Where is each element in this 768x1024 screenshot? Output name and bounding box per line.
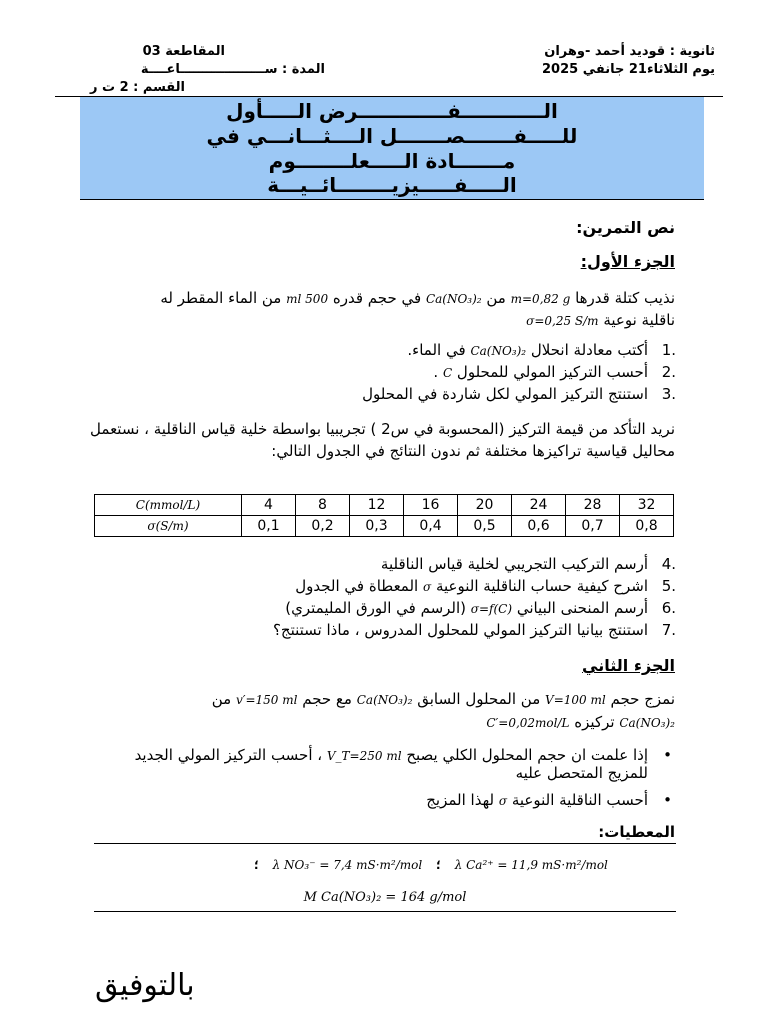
- question-tail: .: [433, 363, 439, 381]
- solute-formula: Ca(NO₃)₂: [356, 693, 413, 707]
- title-line-1: الــــــــــــفـــــــــــــرض الـــــأول: [226, 99, 558, 123]
- bullet-text: ، أحسب التركيز المولي: [177, 746, 323, 764]
- concentration-c-prime: C′=0,02mol/L: [486, 716, 570, 730]
- question-2: [433, 363, 676, 381]
- conductivity-data: [254, 858, 608, 872]
- bullet-1: [108, 746, 672, 782]
- table-cell: 28: [566, 495, 620, 516]
- part2-text-d: من: [211, 690, 232, 708]
- lambda-calcium: λ Ca²⁺ = 11,9 mS·m²/mol: [454, 858, 608, 872]
- question-text: أرسم التركيب التجريبي لخلية قياس الناقلية: [380, 555, 648, 573]
- table-cell: 0,3: [350, 516, 404, 537]
- table-cell: 0,4: [404, 516, 458, 537]
- question-6: [285, 599, 676, 617]
- question-text: أكتب معادلة انحلال: [530, 341, 648, 359]
- table-cell: 32: [620, 495, 674, 516]
- part1-paragraph2: نريد التأكد من قيمة التركيز (المحسوبة في س2 ) تجريبيا بواسطة خلية قياس الناقلية ، نستعمل محاليل قياسية تراكيزها مختلفة ثم ندون النتائج في الجدول التالي:: [90, 420, 675, 460]
- separator: ؛: [254, 858, 259, 872]
- given-box: [94, 843, 676, 912]
- part2-heading: الجزء الثاني: [582, 656, 675, 675]
- bullet-text: الجديد للمزيج المتحصل عليه: [134, 746, 648, 782]
- bullet-dot-icon: •: [663, 791, 672, 809]
- title-line-2: للـــــفـــــــصـــــــل الــــثـــانـــي في: [206, 124, 578, 148]
- part2-text-e: تركيزه: [574, 713, 615, 731]
- table-cell: 12: [350, 495, 404, 516]
- bullet-text: أحسب الناقلية النوعية: [511, 791, 648, 809]
- question-4: [380, 555, 676, 573]
- bullet-text: إذا علمت ان حجم المحلول الكلي يصبح: [406, 746, 648, 764]
- question-text: استنتج بيانيا التركيز المولي للمحلول المدروس ، ماذا تستنتج؟: [272, 621, 648, 639]
- question-number: 5.: [661, 577, 676, 595]
- table-cell: 0,5: [458, 516, 512, 537]
- question-text: أرسم المنحنى البياني: [516, 599, 648, 617]
- part2-text-b: من المحلول السابق: [417, 690, 541, 708]
- district-label: المقاطعة 03: [142, 44, 225, 59]
- question-7: [272, 621, 676, 639]
- question-math: σ: [423, 580, 432, 594]
- question-text: استنتج التركيز المولي لكل شاردة في المحلول: [362, 385, 648, 403]
- question-1: [407, 341, 676, 359]
- molar-mass: [94, 886, 676, 905]
- question-number: 2.: [661, 363, 676, 381]
- intro-text-a: نذيب كتلة قدرها: [575, 289, 675, 307]
- title-banner: [80, 97, 704, 200]
- table-row: [95, 495, 674, 516]
- question-number: 1.: [661, 341, 676, 359]
- question-math: σ=f(C): [470, 602, 513, 616]
- separator: ؛: [436, 858, 441, 872]
- part2-text-c: مع حجم: [302, 690, 352, 708]
- question-text: اشرح كيفية حساب الناقلية النوعية: [435, 577, 648, 595]
- table-cell: 0,2: [296, 516, 350, 537]
- title-line-3: مـــــــادة الـــــعلــــــــوم: [268, 149, 516, 173]
- question-tail: (الرسم في الورق المليمتري): [285, 599, 467, 617]
- intro-text-b: من: [486, 289, 506, 307]
- intro-text-d: من الماء المقطر له: [160, 289, 282, 307]
- question-5: [295, 577, 676, 595]
- part2-line1: [212, 688, 675, 711]
- question-number: 7.: [661, 621, 676, 639]
- part2-text-a: نمزج حجم: [610, 690, 675, 708]
- part2-line2: [486, 711, 675, 734]
- mass-value: m=0,82 g: [510, 292, 571, 306]
- bullet-dot-icon: •: [663, 746, 672, 764]
- question-math: C: [442, 366, 453, 380]
- lambda-nitrate: λ NO₃⁻ = 7,4 mS·m²/mol: [272, 858, 423, 872]
- date-label: يوم الثلاثاء21 جانفي 2025: [542, 62, 715, 77]
- table-cell: 8: [296, 495, 350, 516]
- table-cell: 16: [404, 495, 458, 516]
- question-math: Ca(NO₃)₂: [470, 344, 527, 358]
- question-number: 3.: [661, 385, 676, 403]
- bullet-math: V_T=250 ml: [326, 749, 402, 763]
- table-cell: 0,7: [566, 516, 620, 537]
- title-line-4: الـــــفـــــيزيــــــــائــيـــة: [267, 173, 517, 197]
- closing-text: بالتوفيق: [95, 968, 195, 1003]
- row-label-concentration: C(mmol/L): [95, 495, 242, 516]
- table-cell: 0,8: [620, 516, 674, 537]
- volume-v-prime: v′=150 ml: [235, 693, 298, 707]
- part1-intro-line1: [75, 287, 675, 310]
- part1-intro-line2: [526, 309, 675, 332]
- exercise-heading: نص التمرين:: [576, 218, 675, 237]
- bullet-text: لهذا المزيج: [426, 791, 495, 809]
- school-label: ثانوية : قوديد أحمد -وهران: [544, 44, 715, 59]
- measurements-table: [94, 494, 674, 537]
- class-label: القسم : 2 ت ر: [89, 80, 185, 95]
- bullet-math: σ: [498, 794, 508, 808]
- solute-formula: Ca(NO₃)₂: [619, 716, 675, 730]
- volume-value: 500 ml: [286, 292, 329, 306]
- table-cell: 0,1: [242, 516, 296, 537]
- table-cell: 4: [242, 495, 296, 516]
- table-cell: 20: [458, 495, 512, 516]
- part1-heading: الجزء الأول:: [580, 252, 675, 271]
- given-heading: المعطيات:: [598, 823, 675, 841]
- sigma-value: σ=0,25 S/m: [526, 314, 599, 328]
- question-tail: في الماء.: [407, 341, 466, 359]
- question-3: [362, 385, 676, 403]
- intro-text-e: ناقلية نوعية: [603, 311, 675, 329]
- table-row: [95, 516, 674, 537]
- question-number: 4.: [661, 555, 676, 573]
- intro-text-c: في حجم قدره: [332, 289, 422, 307]
- question-tail: المعطاة في الجدول: [295, 577, 419, 595]
- bullet-2: [426, 791, 672, 809]
- question-text: أحسب التركيز المولي للمحلول: [456, 363, 648, 381]
- duration-label: المدة : ســـــــــــــــــــاعــــة: [140, 62, 325, 77]
- volume-v: V=100 ml: [545, 693, 606, 707]
- question-number: 6.: [661, 599, 676, 617]
- table-cell: 24: [512, 495, 566, 516]
- molar-mass-value: M Ca(NO₃)₂ = 164 g/mol: [303, 890, 467, 905]
- table-cell: 0,6: [512, 516, 566, 537]
- row-label-conductivity: σ(S/m): [95, 516, 242, 537]
- solute-formula: Ca(NO₃)₂: [425, 292, 482, 306]
